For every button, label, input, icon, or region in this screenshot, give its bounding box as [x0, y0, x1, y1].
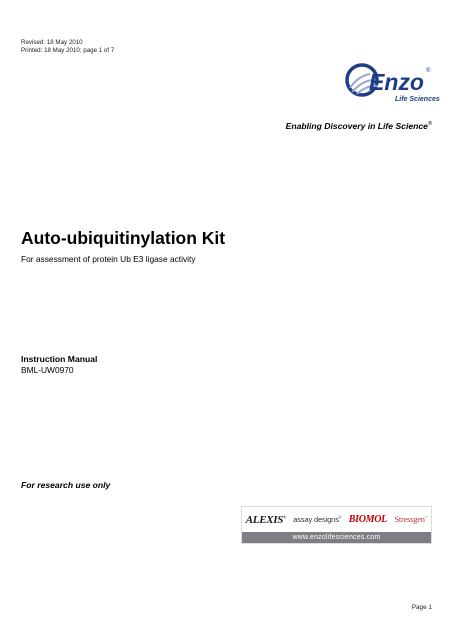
enzo-logo: [343, 58, 440, 110]
printed-label: Printed:: [21, 46, 43, 54]
alexis-mark: ®: [283, 513, 286, 519]
tagline-text: Enabling Discovery in Life Science: [285, 121, 428, 131]
assay-designs-logo: [293, 515, 341, 524]
assay-designs-mark: ®: [338, 515, 342, 520]
website-url: www.enzolifesciences.com: [242, 532, 431, 543]
manual-label: Instruction Manual: [21, 354, 98, 364]
catalog-number: BML-UW0970: [21, 365, 74, 375]
revision-info: [21, 39, 114, 54]
enzo-logo-graphic: [343, 58, 440, 110]
research-use-note: For research use only: [21, 480, 111, 490]
printed-text: 18 May 2010; page 1 of 7: [44, 46, 115, 54]
assay-designs-text: assay designs: [293, 515, 339, 524]
brand-banner: [241, 506, 432, 544]
printed-line: [21, 47, 114, 55]
logo-registered-mark: ®: [426, 68, 431, 74]
biomol-logo: BIOMOL: [348, 514, 387, 525]
tagline: [286, 121, 432, 131]
revised-label: Revised:: [21, 39, 46, 46]
tagline-mark: ®: [427, 121, 432, 128]
alexis-logo: [246, 514, 286, 526]
revised-date: 18 May 2010: [46, 39, 83, 46]
logo-subline: Life Sciences: [395, 96, 440, 103]
revised-line: [21, 39, 114, 47]
stressgen-mark: ®: [424, 515, 428, 520]
document-subtitle: For assessment of protein Ub E3 ligase activity: [21, 254, 196, 264]
logo-wordmark: Enzo: [369, 69, 424, 95]
brand-logos: [242, 507, 431, 532]
stressgen-text: Stressgen: [394, 515, 425, 524]
stressgen-logo: [394, 515, 427, 524]
document-title: Auto-ubiquitinylation Kit: [21, 228, 226, 248]
alexis-text: ALEXIS: [245, 513, 284, 526]
page-number: Page 1: [411, 604, 432, 611]
